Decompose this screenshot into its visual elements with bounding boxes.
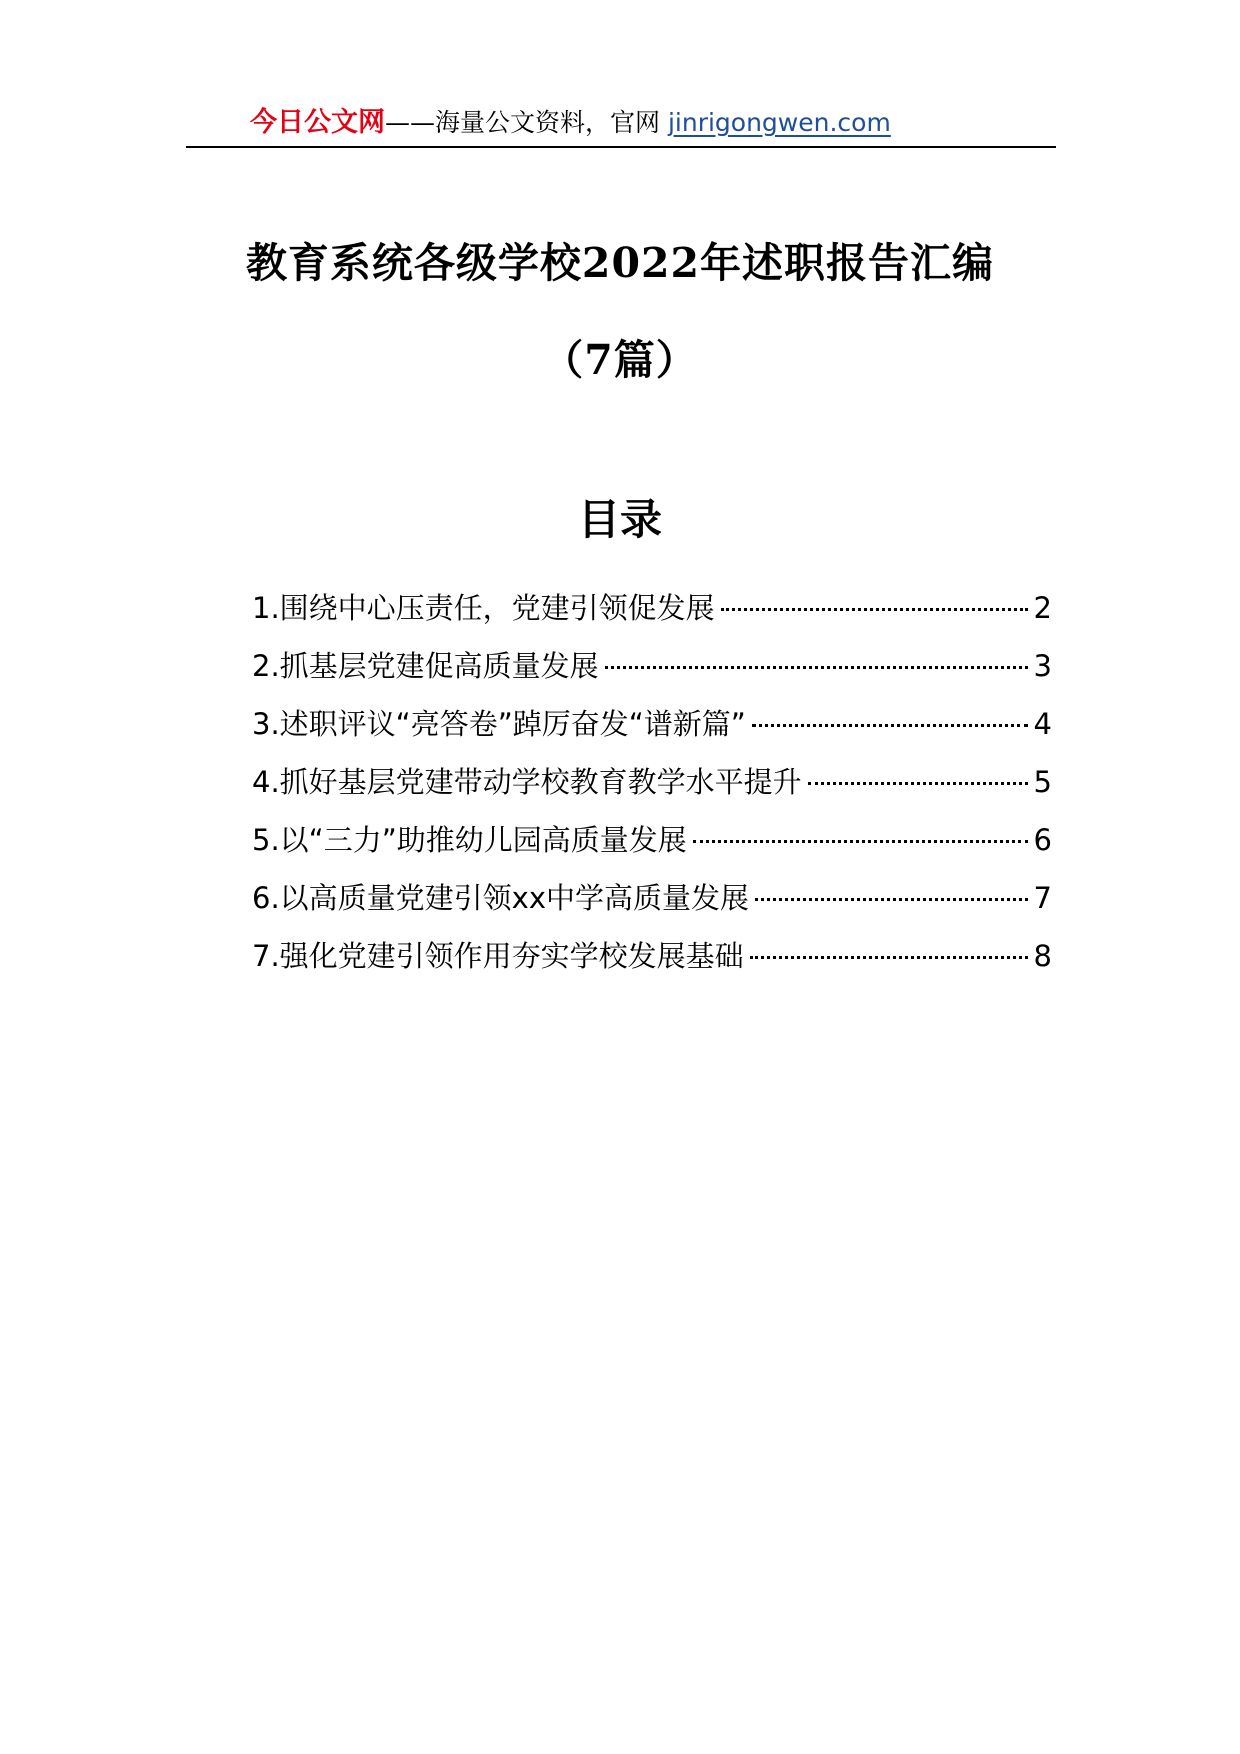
toc-dot-leader [808, 782, 1028, 785]
toc-heading: 目录 [577, 495, 662, 544]
document-title: 教育系统各级学校2022年述职报告汇编 [245, 239, 995, 287]
toc-entry-3[interactable] [252, 704, 1052, 762]
toc-entry-text: 3.述职评议“亮答卷”踔厉奋发“谱新篇” [252, 707, 746, 741]
toc-page-number: 6 [1033, 823, 1052, 857]
toc-entry-1[interactable] [252, 588, 1052, 646]
toc-page-number: 2 [1033, 591, 1052, 625]
toc-entry-text: 2.抓基层党建促高质量发展 [252, 649, 599, 683]
toc-dot-leader [752, 724, 1028, 727]
site-link[interactable]: jinrigongwen.com [667, 108, 891, 137]
toc-entry-text: 7.强化党建引领作用夯实学校发展基础 [252, 939, 744, 973]
toc-dot-leader [605, 666, 1028, 669]
toc-entry-text: 5.以“三力”助推幼儿园高质量发展 [252, 823, 687, 857]
toc-entry-2[interactable] [252, 646, 1052, 704]
toc-entry-text: 1.围绕中心压责任，党建引领促发展 [252, 591, 715, 625]
toc-entry-7[interactable] [252, 936, 1052, 994]
brand-name: 今日公文网 [250, 107, 385, 138]
toc-page-number: 3 [1033, 649, 1052, 683]
toc-dot-leader [693, 840, 1028, 843]
document-subtitle: （7篇） [542, 336, 698, 384]
toc-entry-4[interactable] [252, 762, 1052, 820]
toc-page-number: 8 [1033, 939, 1052, 973]
toc-dot-leader [755, 898, 1028, 901]
page-header [186, 106, 1056, 148]
toc-dot-leader [721, 608, 1028, 611]
toc-entry-5[interactable] [252, 820, 1052, 878]
toc-entry-6[interactable] [252, 878, 1052, 936]
toc-entry-text: 4.抓好基层党建带动学校教育教学水平提升 [252, 765, 802, 799]
header-line [250, 106, 891, 140]
toc-page-number: 5 [1033, 765, 1052, 799]
toc-dot-leader [750, 956, 1028, 959]
table-of-contents [252, 588, 1052, 994]
toc-page-number: 4 [1033, 707, 1052, 741]
header-tagline: ——海量公文资料，官网 [385, 108, 668, 137]
toc-entry-text: 6.以高质量党建引领xx中学高质量发展 [252, 881, 749, 915]
toc-page-number: 7 [1033, 881, 1052, 915]
